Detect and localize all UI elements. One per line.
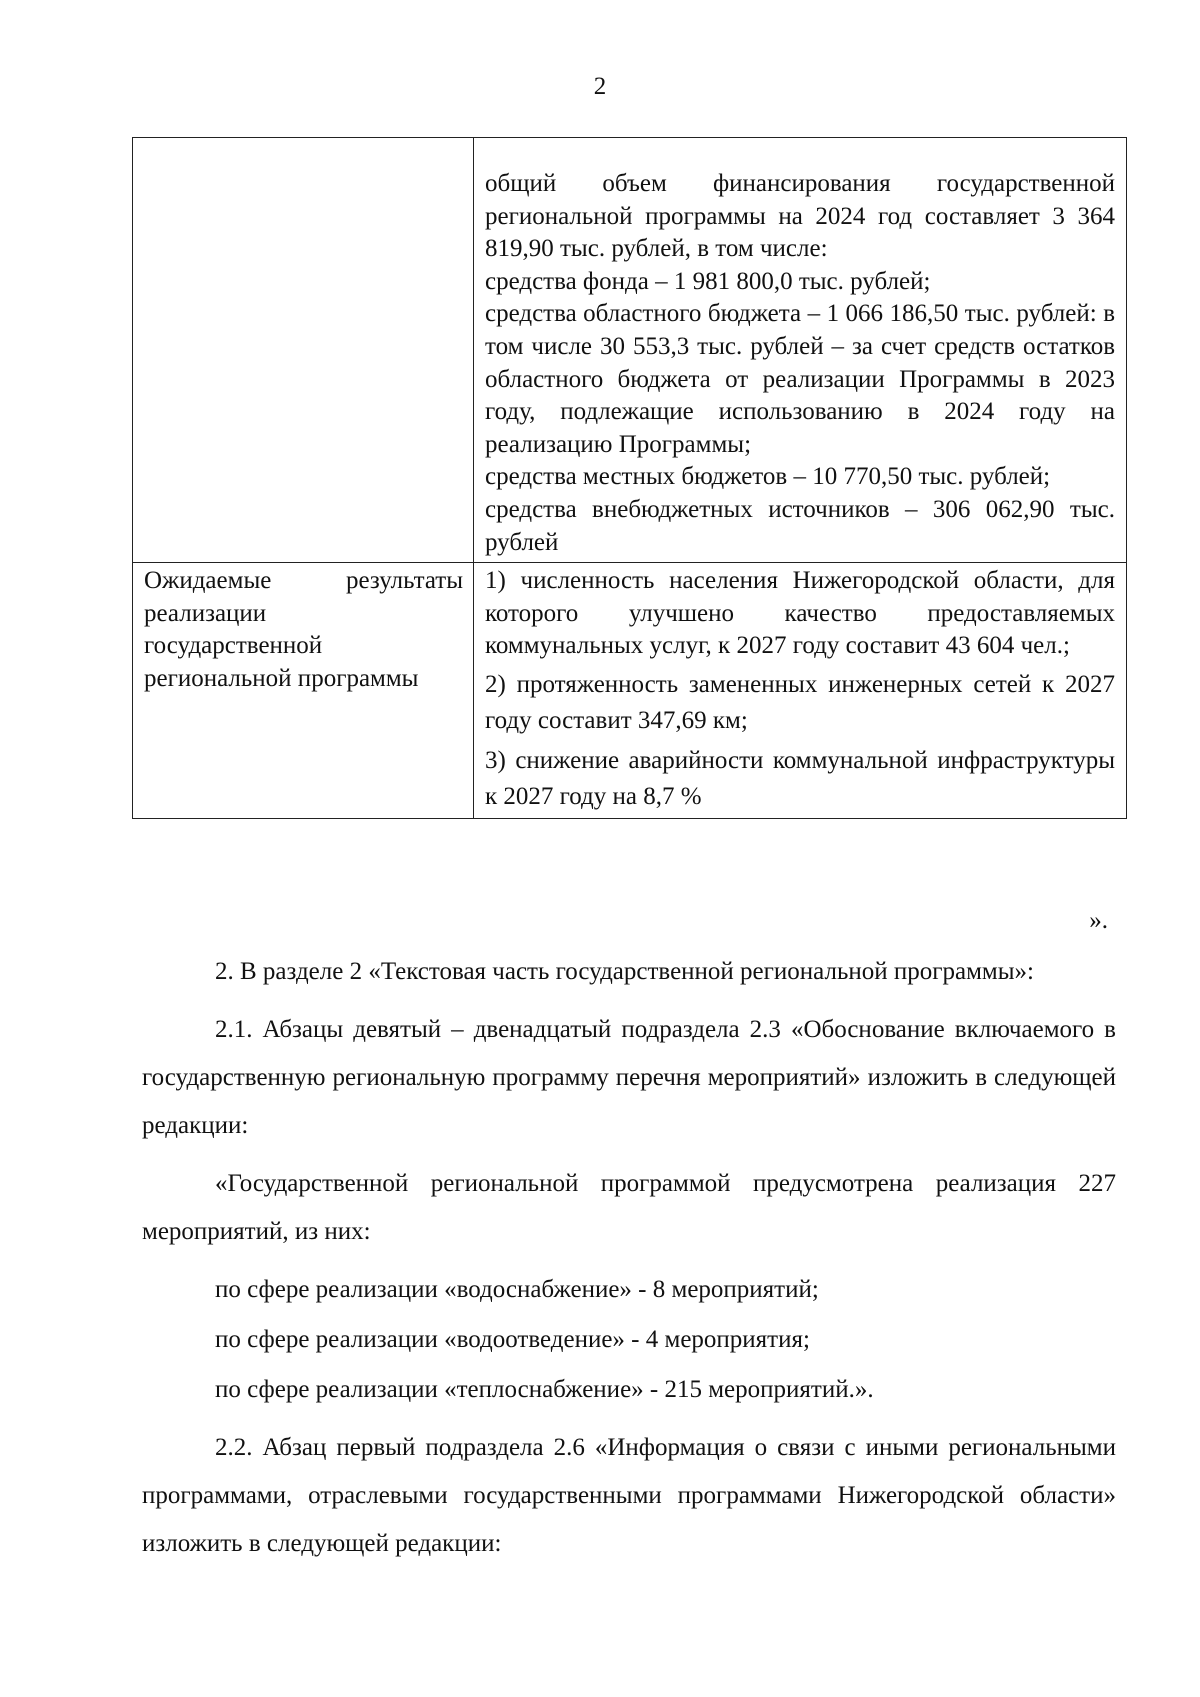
expected-results-label-line: Ожидаемые результаты: [144, 567, 463, 595]
list-item-water-supply: по сфере реализации «водоснабжение» - 8 мероприятий;: [215, 1276, 819, 1303]
expected-results-label-line: государственной: [144, 632, 323, 660]
paragraph-quote-intro: «Государственной региональной программой предусмотрена реализация 227 мероприятий, из них:: [142, 1170, 1116, 1245]
funding-total: общий объем финансирования государственной региональной программы на 2024 год составляет 3 364 819,90 тыс. рублей, в том числе:: [485, 170, 1115, 263]
expected-results-label-line: реализации: [144, 599, 267, 627]
list-item-wastewater: по сфере реализации «водоотведение» - 4 мероприятия;: [215, 1326, 810, 1353]
expected-results-label-line: региональной программы: [144, 664, 419, 692]
result-item-accidents: 3) снижение аварийности коммунальной инфраструктуры к 2027 году на 8,7 %: [485, 746, 1115, 810]
funding-extrabudgetary: средства внебюджетных источников – 306 062,90 тыс. рублей: [485, 495, 1115, 556]
result-item-networks: 2) протяженность замененных инженерных сетей к 2027 году составит 347,69 км;: [485, 670, 1115, 734]
document-body: [142, 948, 1116, 1578]
paragraph-section-2: 2. В разделе 2 «Текстовая часть государственной региональной программы»:: [215, 958, 1034, 985]
result-item-population: 1) численность населения Нижегородской области, для которого улучшено качество предоставляемых коммунальных услуг, к 2027 году составит 43 604 чел.;: [485, 567, 1115, 660]
funding-fund: средства фонда – 1 981 800,0 тыс. рублей;: [485, 267, 931, 295]
table-cell-results: [474, 563, 1127, 819]
paragraph-2-1: 2.1. Абзацы девятый – двенадцатый подраздела 2.3 «Обоснование включаемого в государственную региональную программу перечня мероприятий» изложить в следующей редакции:: [142, 1016, 1116, 1139]
table-cell-label: [133, 563, 474, 819]
row1-left-text: [133, 138, 473, 140]
funding-regional-budget: средства областного бюджета – 1 066 186,50 тыс. рублей: в том числе 30 553,3 тыс. рублей – за счет средств остатков областного бюджета от реализации Программы в 2023 году, подлежащие использованию в 2024 году на реализацию Программы;: [485, 300, 1115, 458]
table-cell-empty: [133, 138, 474, 563]
paragraph-2-2: 2.2. Абзац первый подраздела 2.6 «Информация о связи с иными региональными программами, отраслевыми государственными программами Нижегородской области» изложить в следующей редакции:: [142, 1434, 1116, 1557]
closing-quote: ».: [1089, 907, 1108, 934]
funding-local-budgets: средства местных бюджетов – 10 770,50 тыс. рублей;: [485, 463, 1051, 491]
funding-table: [132, 137, 1127, 819]
table-row: [133, 138, 1127, 563]
table-cell-funding: [474, 138, 1127, 563]
list-item-heat-supply: по сфере реализации «теплоснабжение» - 215 мероприятий.».: [215, 1376, 874, 1403]
page-number: 2: [593, 73, 607, 100]
table-row: [133, 563, 1127, 819]
